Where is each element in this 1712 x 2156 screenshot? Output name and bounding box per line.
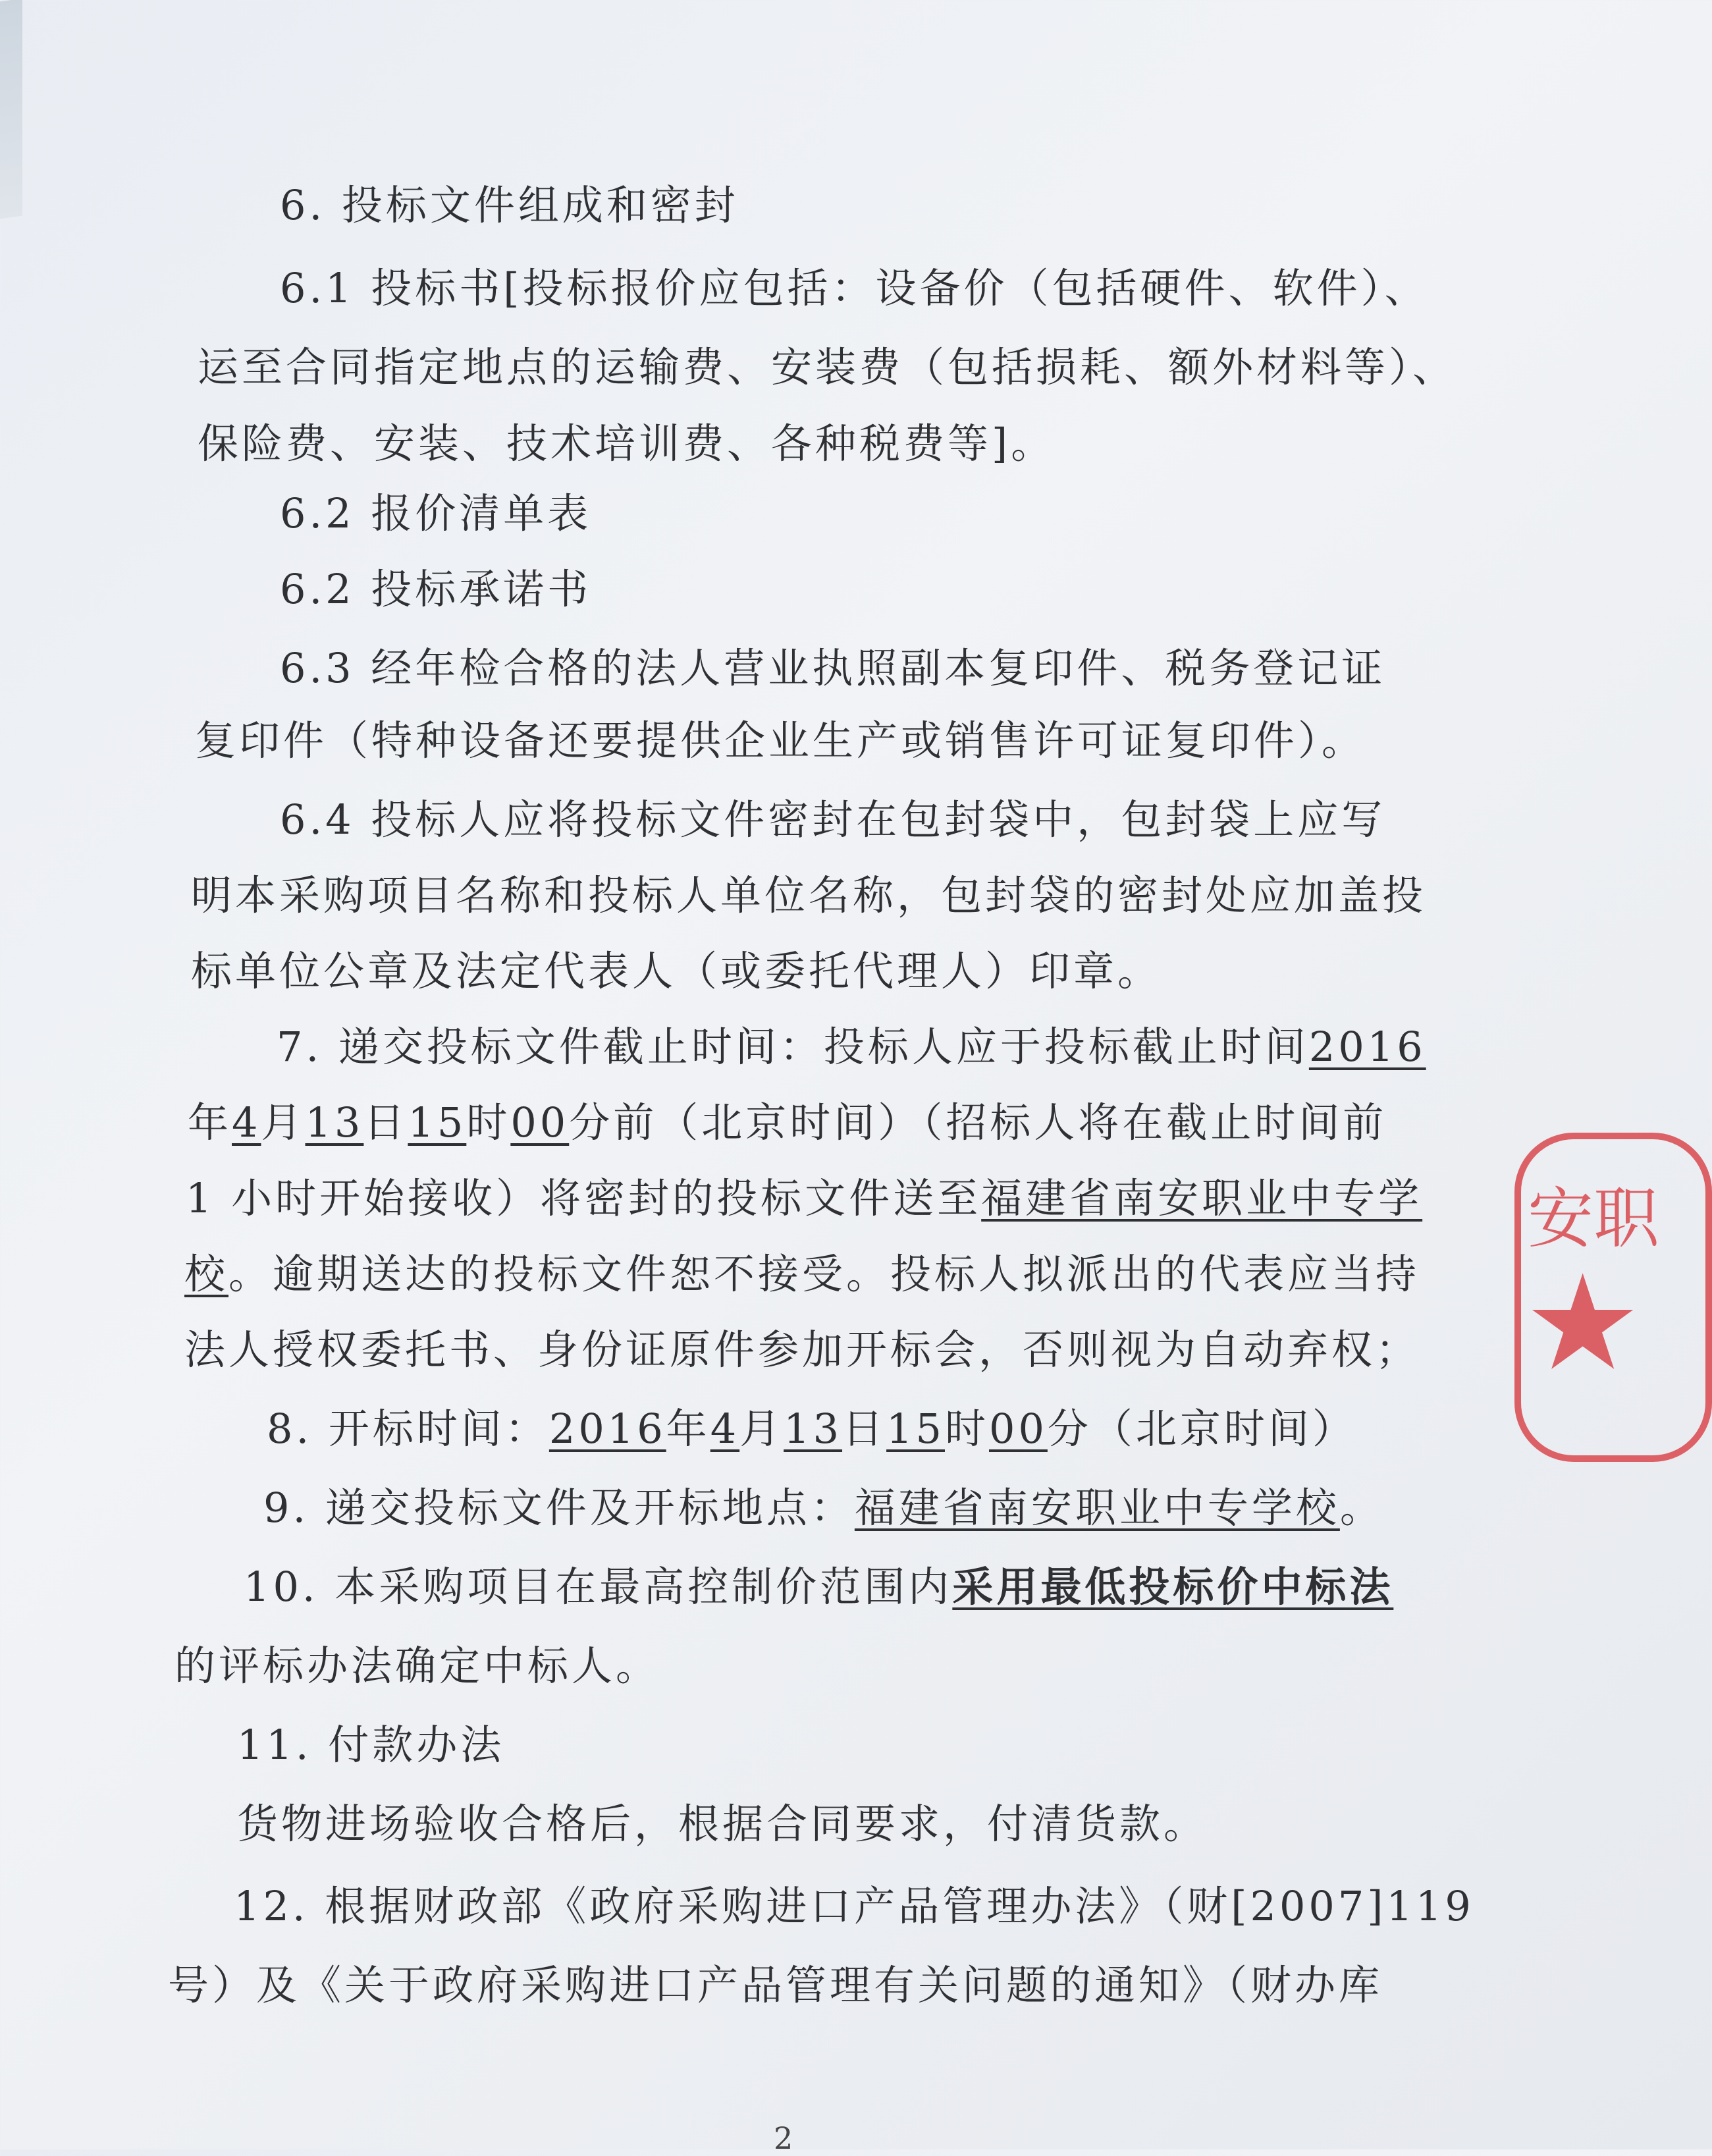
item-7-line3: 1 小时开始接收）将密封的投标文件送至福建省南安职业中专学: [186, 1174, 1423, 1222]
seal-star-icon: ★: [1524, 1247, 1642, 1400]
item-6-1-cont1: 运至合同指定地点的运输费、安装费（包括损耗、额外材料等）、: [198, 343, 1457, 391]
heading-section-6: 6. 投标文件组成和密封: [280, 181, 739, 229]
item-6-1-cont2: 保险费、安装、技术培训费、各种税费等]。: [198, 419, 1056, 468]
item-7-line4: 校。逾期送达的投标文件恕不接受。投标人拟派出的代表应当持: [184, 1250, 1420, 1298]
item-11-body: 货物进场验收合格后，根据合同要求，付清货款。: [237, 1800, 1208, 1848]
item-7-line5: 法人授权委托书、身份证原件参加开标会，否则视为自动弃权；: [184, 1326, 1420, 1374]
item-12-line2: 号）及《关于政府采购进口产品管理有关问题的通知》（财办库: [168, 1961, 1383, 2009]
item-9-location: 9. 递交投标文件及开标地点：福建省南安职业中专学校。: [263, 1484, 1384, 1532]
item-6-3: 6.3 经年检合格的法人营业执照副本复印件、税务登记证: [280, 644, 1386, 692]
deadline-year: 2016: [1308, 1023, 1426, 1071]
item-7-line1: 7. 递交投标文件截止时间：投标人应于投标截止时间2016: [277, 1023, 1426, 1071]
item-6-3-cont: 复印件（特种设备还要提供企业生产或销售许可证复印件）。: [195, 716, 1366, 765]
item-7-line2: 年4月13日15时00分前（北京时间）（招标人将在截止时间前: [188, 1098, 1387, 1146]
item-8-opening-time: 8. 开标时间：2016年4月13日15时00分（北京时间）: [267, 1405, 1356, 1453]
item-10-evaluation: 10. 本采购项目在最高控制价范围内采用最低投标价中标法: [244, 1563, 1394, 1611]
item-6-2a: 6.2 报价清单表: [280, 489, 592, 537]
item-10-cont: 的评标办法确定中标人。: [174, 1642, 660, 1690]
page-fold-shadow: [0, 0, 22, 219]
official-seal-stamp: 安职 ★: [1514, 1133, 1712, 1462]
item-6-4-cont2: 标单位公章及法定代表人（或委托代理人）印章。: [191, 947, 1162, 995]
item-12-line1: 12. 根据财政部《政府采购进口产品管理办法》（财[2007]119: [234, 1882, 1474, 1930]
delivery-place: 福建省南安职业中专学: [981, 1174, 1423, 1222]
item-11-title: 11. 付款办法: [237, 1721, 505, 1769]
item-6-4-cont1: 明本采购项目名称和投标人单位名称，包封袋的密封处应加盖投: [191, 871, 1427, 919]
page-number: 2: [774, 2120, 793, 2156]
item-6-2b: 6.2 投标承诺书: [280, 565, 592, 613]
item-6-4: 6.4 投标人应将投标文件密封在包封袋中，包封袋上应写: [280, 795, 1386, 844]
item-6-1: 6.1 投标书[投标报价应包括：设备价（包括硬件、软件）、: [280, 264, 1429, 312]
